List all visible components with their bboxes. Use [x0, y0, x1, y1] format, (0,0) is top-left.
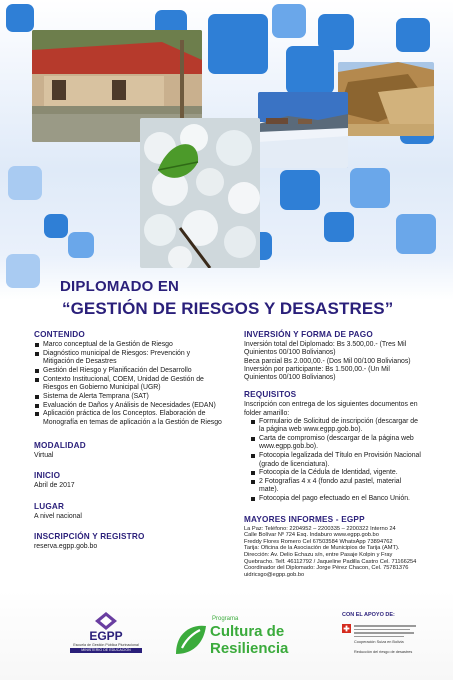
hail-photo — [140, 118, 260, 268]
contenido-heading: CONTENIDO — [34, 330, 85, 339]
swiss-text-lines — [354, 624, 426, 639]
email-link[interactable]: uidricsgo@egpp.gob.bo — [244, 571, 305, 578]
inversion-line: Inversión total del Diplomado: Bs 3.500,00.- (Tres Mil Quinientos 00/100 Bolivianos) — [244, 341, 407, 357]
decor-square — [6, 4, 34, 32]
apoyo-sub: Cooperación Suiza en Bolivia — [354, 640, 404, 644]
decor-square — [396, 214, 436, 254]
informes-line: Coordinador del Diplomado: Jorge Pérez Chacon, Cel. 75781376 — [244, 565, 409, 572]
list-item: Marco conceptual de la Gestión de Riesgo — [34, 341, 222, 349]
snow-field-photo — [258, 92, 348, 168]
apoyo-block — [342, 612, 434, 670]
list-item: Fotocopia legalizada del Título en Provisión Nacional (grado de licenciatura). — [250, 452, 422, 469]
informes-line: Dirección: Av. Delio Echazu s/n, entre Pasaje Kolpin y Fray Quebracho. Telf. 46112792 / Jaqueline Padilla Castro Cel. 71166254 — [244, 551, 417, 565]
decor-square — [8, 166, 42, 200]
decor-square — [6, 254, 40, 288]
decor-square — [318, 14, 354, 50]
title-line-1: DIPLOMADO EN — [60, 278, 180, 295]
list-item: Aplicación práctica de los Conceptos. Elaboración de Monografía en temas de aplicación a la Gestión de Riesgo — [34, 410, 222, 427]
list-item: Gestión del Riesgo y Planificación del Desarrollo — [34, 367, 222, 375]
informes-line: La Paz: Teléfono: 2204952 – 2200335 – 2200322 Interno 24 — [244, 525, 396, 532]
inversion-heading: INVERSIÓN Y FORMA DE PAGO — [244, 330, 373, 339]
inversion-line: Beca parcial Bs 2.000,00.- (Dos Mil 00/100 Bolivianos) — [244, 357, 411, 365]
inversion-line: Inversión por participante: Bs 1.500,00.- (Un Mil Quinientos 00/100 Bolivianos) — [244, 365, 390, 382]
list-item: 2 Fotografías 4 x 4 (fondo azul pastel, material mate). — [250, 478, 422, 495]
informes-line: Calle Bolívar Nº 724 Esq. Indaburo www.egpp.gob.bo — [244, 532, 379, 539]
decor-square — [208, 14, 268, 74]
decor-square — [68, 232, 94, 258]
list-item: Diagnóstico municipal de Riesgos: Prevención y Mitigación de Desastres — [34, 350, 222, 367]
requisitos-intro: Inscripción con entrega de los siguientes documentos en folder amarillo: — [244, 401, 418, 417]
egpp-emblem-icon — [95, 612, 117, 630]
requisitos-list — [250, 418, 422, 503]
resiliencia-leaf-icon — [172, 622, 208, 658]
informes-block — [244, 526, 422, 579]
right-column — [244, 330, 422, 578]
lugar-value: A nivel nacional — [34, 512, 82, 520]
decor-square — [396, 18, 430, 52]
swiss-flag-icon — [342, 624, 351, 633]
programa-logo — [172, 616, 292, 666]
apoyo-sub2: Reducción del riesgo de desastres — [354, 650, 413, 654]
programa-line2: Resiliencia — [210, 640, 289, 657]
list-item: Fotocopia de la Cédula de Identidad, vigente. — [250, 469, 422, 477]
egpp-name: EGPP — [89, 629, 123, 643]
title-line-2: “GESTIÓN DE RIESGOS Y DESASTRES” — [62, 299, 394, 318]
inicio-value: Abril de 2017 — [34, 482, 75, 490]
registration-link[interactable]: reserva.egpp.gob.bo — [34, 542, 98, 550]
programa-small: Programa — [212, 616, 239, 622]
list-item: Fotocopia del pago efectuado en el Banco Unión. — [250, 495, 422, 503]
decor-square — [324, 212, 354, 242]
decor-square — [280, 170, 320, 210]
list-item: Formulario de Solicitud de inscripción (descargar de la página web www.egpp.gob.bo). — [250, 418, 422, 435]
modalidad-value: Virtual — [34, 451, 54, 459]
inscripcion-heading: INSCRIPCIÓN Y REGISTRO — [34, 531, 145, 541]
lugar-heading: LUGAR — [34, 501, 65, 511]
programa-line1: Cultura de — [210, 623, 285, 640]
contenido-list — [34, 341, 222, 427]
landslide-photo — [338, 62, 434, 136]
egpp-sub2: MINISTERIO DE EDUCACIÓN — [70, 648, 142, 652]
list-item: Carta de compromiso (descargar de la página web www.egpp.gob.bo). — [250, 435, 422, 452]
apoyo-label: CON EL APOYO DE: — [342, 612, 395, 618]
decor-square — [350, 168, 390, 208]
decor-square — [44, 214, 68, 238]
informes-line: Freddy Flores Romero Cel 67503584 WhatsApp 73894762 — [244, 538, 393, 545]
informes-line: Tarija: Oficina de la Asociación de Municipios de Tarija (AMT). — [244, 545, 400, 552]
requisitos-heading: REQUISITOS — [244, 390, 297, 400]
modalidad-heading: MODALIDAD — [34, 440, 86, 450]
informes-heading: MAYORES INFORMES - EGPP — [244, 514, 365, 524]
list-item: Evaluación de Daños y Análisis de Necesidades (EDAN) — [34, 402, 222, 410]
inicio-heading: INICIO — [34, 471, 61, 481]
egpp-logo — [70, 612, 142, 670]
left-column — [34, 330, 222, 551]
list-item: Sistema de Alerta Temprana (SAT) — [34, 393, 222, 401]
egpp-sub1: Escuela de Gestión Pública Plurinacional — [73, 643, 139, 647]
decor-square — [272, 4, 306, 38]
decor-square — [286, 46, 334, 94]
list-item: Contexto Institucional, COEM, Unidad de Gestión de Riesgos en Gobierno Municipal (UGR) — [34, 376, 222, 393]
